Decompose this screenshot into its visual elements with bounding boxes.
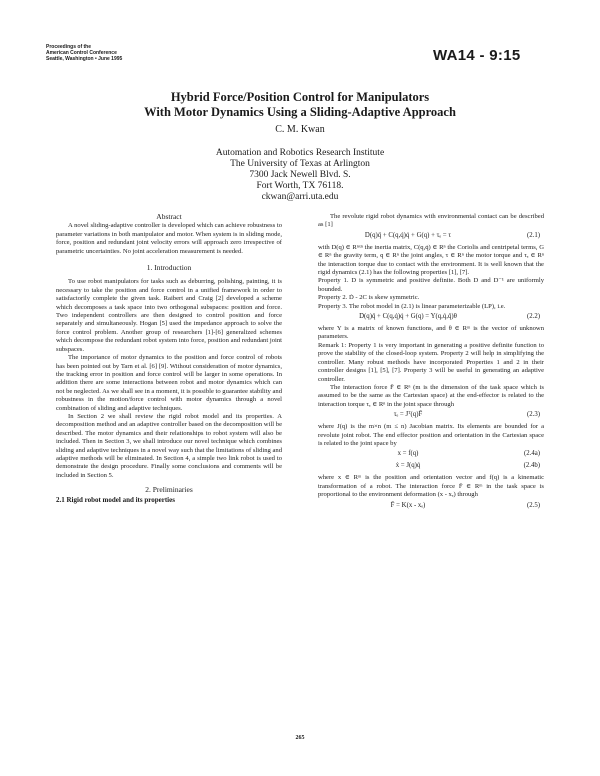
paper-title: [0, 90, 600, 120]
paragraph: where x ∈ Rᵐ is the position and orientation vector and f(q) is a kinematic transformation of a robot. The interaction force F̄ ∈ Rᵐ in the task space is proportional to the environment deformation (x - xₑ) through: [318, 474, 544, 499]
section-heading-preliminaries: 2. Preliminaries: [145, 485, 193, 495]
right-column: [318, 213, 544, 514]
section-heading-introduction: 1. Introduction: [146, 263, 192, 273]
proceedings-line: Seattle, Washington • June 1995: [46, 56, 123, 62]
affiliation: [0, 148, 600, 203]
paragraph: The revolute rigid robot dynamics with environmental contact can be described as [1]: [318, 213, 544, 229]
title-line: With Motor Dynamics Using a Sliding-Adaptive Approach: [144, 105, 456, 119]
left-column: [56, 213, 282, 504]
equation-2-4b: [318, 462, 544, 472]
equation-body: D(q)q̈ + C(q,q̇)q̇ + G(q) + τₑ = τ: [364, 231, 452, 239]
paragraph: The importance of motor dynamics to the position and force control of robots has been pointed out by Tarn et al. [6] [9]. Without consideration of motor dynamics, the tracking error in position and force control will be larger in some operations. In addition there are some interactions between robot and motor dynamics which can not be neglected. As we shall see in a moment, it is possible to guarantee stability and robustness in the motion/force control with motor dynamics through a novel combination of sliding and adaptive techniques.: [56, 354, 282, 412]
affiliation-line: 7300 Jack Newell Blvd. S.: [249, 170, 351, 180]
title-line: Hybrid Force/Position Control for Manipulators: [170, 90, 430, 104]
paragraph: To use robot manipulators for tasks such as deburring, polishing, painting, it is necessary to take the position and force control in a unified framework in order to satisfactorily complete the given task. Raibert and Craig [2] developed a scheme which decomposes a task space into two orthogonal subspaces: position and force. Two independent controllers are then designed to control position and force separately and simultaneously. Hogan [5] used the impedance approach to solve the force control problem. Another group of researchers [1]-[6] generalized schemes which decompose the redundant robot system into force, position and redundant joint subspaces.: [56, 278, 282, 353]
property-2: Property 2. Ḋ - 2C is skew symmetric.: [318, 294, 420, 302]
session-code: WA14 - 9:15: [433, 47, 521, 64]
paragraph: with D(q) ∈ Rⁿˣⁿ the inertia matrix, C(q,q̇) ∈ Rⁿ the Coriolis and centripetal terms, G ∈ Rⁿ the gravity term, q ∈ Rⁿ the joint angles, τ ∈ Rⁿ the motor torque and τₑ ∈ Rⁿ the interaction torque due to contact with the environment. It is well known that the rigid dynamics (2.1) has the following properties [1], [7].: [318, 243, 544, 277]
equation-2-5: [318, 502, 544, 512]
subsection-heading: 2.1 Rigid robot model and its properties: [56, 495, 175, 504]
paragraph: where Y is a matrix of known functions, and θ ∈ Rᵐ is the vector of unknown parameters.: [318, 325, 544, 341]
equation-number: (2.4a): [523, 450, 540, 458]
paragraph: The interaction force F̄ ∈ Rⁿ (m is the dimension of the task space which is assumed to be the same as the Cartesian space) at the end-effector is related to the interaction torque τₑ ∈ Rⁿ in the joint space through: [318, 383, 544, 408]
equation-number: (2.5): [526, 501, 540, 509]
equation-body: τₑ = Jᵀ(q)F̄: [393, 411, 423, 419]
equation-body: x = f(q): [397, 450, 419, 458]
equation-number: (2.4b): [523, 462, 540, 470]
equation-2-3: [318, 411, 544, 421]
abstract-text: A novel sliding-adaptive controller is developed which can achieve robustness to parameter variations in both manipulator and motor. When system is in sliding mode, force, position and redundant joint velocity errors will approach zero irrespective of parametric uncertainties. No joint acceleration measurement is needed.: [56, 222, 282, 255]
affiliation-line: Fort Worth, TX 76118.: [256, 181, 344, 191]
proceedings-line: American Control Conference: [46, 50, 117, 56]
equation-body: D(q)q̈ + C(q,q̇)q̇ + G(q) = Y(q,q̇,q̈)θ: [359, 313, 457, 321]
remark-1: Remark 1: Property 1 is very important in generating a positive definite function to prove the stability of the closed-loop system. Property 2 will help in simplifying the controller. Many robust methods have incorporated Properties 1 and 2 in their controller designs [1], [5], [7]. Property 3 will be useful in generating an adaptive controller.: [318, 341, 544, 383]
paragraph: In Section 2 we shall review the rigid robot model and its properties. A decomposition method and an adaptive controller based on the decomposition will be described. The motor dynamics and their relationships to robot system will also be included. Then in Section 3, we shall introduce our novel technique which combines sliding and adaptive techniques in a novel way such that the limitations of sliding and adaptive methods will be eliminated. In Section 4, a simple two link robot is used to demonstrate the design procedure. Finally some conclusions and comments will be included in Section 5.: [56, 412, 282, 479]
paragraph: where J(q) is the m×n (m ≤ n) Jacobian matrix. Its elements are bounded for a revolute joint robot. The end effector position and orientation in the Cartesian space is related to the joint space by: [318, 423, 544, 447]
equation-2-1: [318, 232, 544, 242]
equation-2-2: [318, 313, 544, 323]
equation-number: (2.2): [526, 313, 540, 321]
page-number: 265: [295, 735, 305, 741]
author-name: C. M. Kwan: [275, 124, 325, 135]
abstract-heading: Abstract: [156, 212, 182, 221]
affiliation-line: Automation and Robotics Research Institute: [215, 148, 385, 158]
equation-number: (2.3): [526, 411, 540, 419]
equation-body: F̄ = K(x - xₑ): [390, 501, 426, 509]
equation-body: ẋ = J(q)q̇: [395, 462, 421, 470]
equation-2-4a: [318, 450, 544, 460]
proceedings-line: Proceedings of the: [46, 44, 92, 50]
equation-number: (2.1): [526, 231, 540, 239]
property-1: Property 1. D is symmetric and positive definite. Both D and D⁻¹ are uniformly bounded.: [318, 277, 544, 293]
property-3: Property 3. The robot model in (2.1) is linear parameterizable (LP), i.e.: [318, 302, 506, 310]
affiliation-line: The University of Texas at Arlington: [230, 159, 370, 169]
author-email: ckwan@arri.uta.edu: [261, 192, 339, 202]
proceedings-header: [46, 44, 122, 62]
